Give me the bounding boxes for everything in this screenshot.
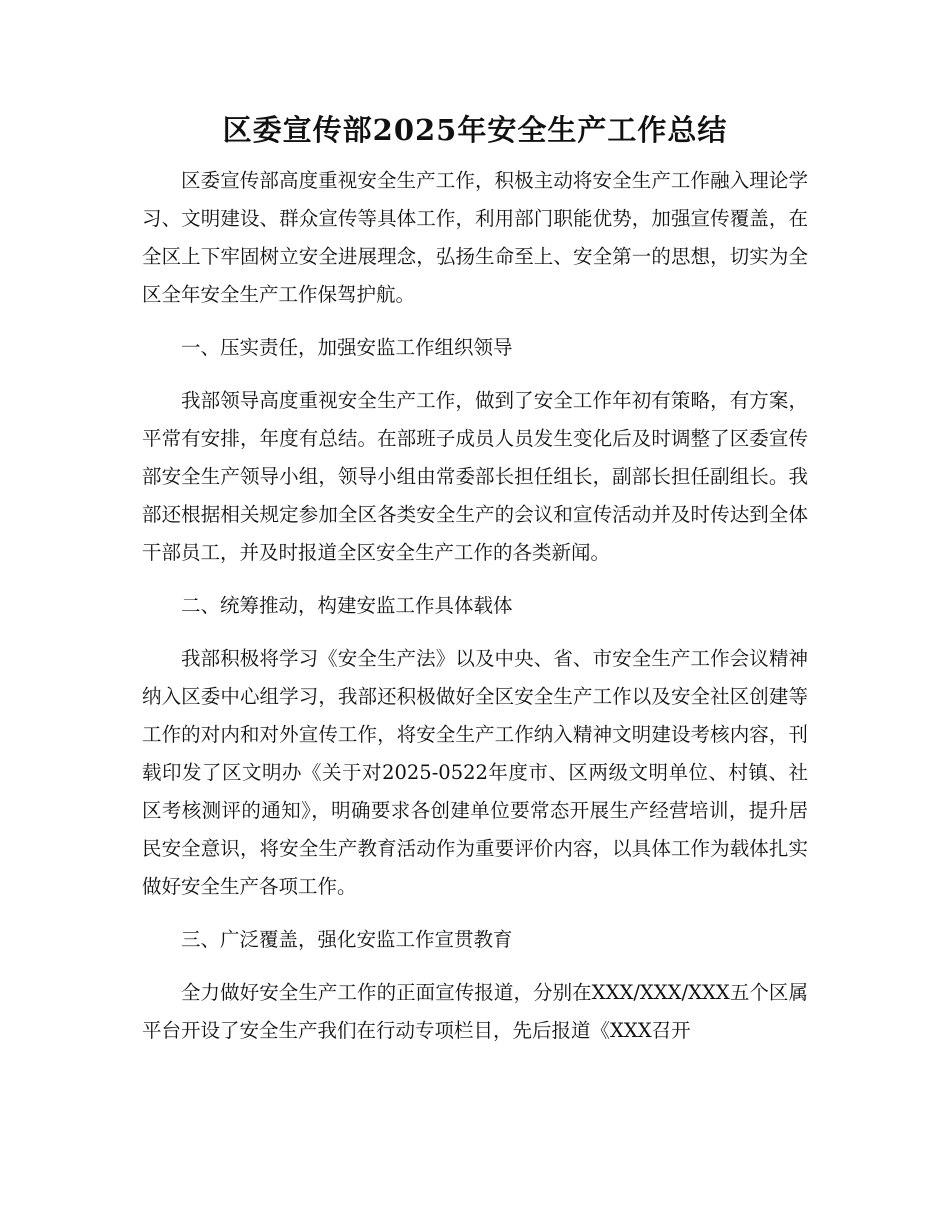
section-2-paragraph: 我部积极将学习《安全生产法》以及中央、省、市安全生产工作会议精神纳入区委中心组学习，我部还积极做好全区安全生产工作以及安全社区创建等工作的对内和对外宣传工作，将安全生产工作纳入精神文明建设考核内容，刊载印发了区文明办《关于对2025-0522年度市、区两级文明单位、村镇、社区考核测评的通知》，明确要求各创建单位要常态开展生产经营培训，提升居民安全意识，将安全生产教育活动作为重要评价内容，以具体工作为载体扎实做好安全生产各项工作。: [142, 647, 808, 898]
spacer: [142, 314, 808, 329]
spacer: [142, 572, 808, 587]
document-title: 区委宣传部2025年安全生产工作总结: [222, 113, 728, 147]
section-3-paragraph: 全力做好安全生产工作的正面宣传报道，分别在XXX/XXX/XXX五个区属平台开设了安全生产我们在行动专项栏目，先后报道《XXX召开: [142, 981, 808, 1042]
spacer: [142, 906, 808, 921]
spacer: [142, 367, 808, 382]
section-3-heading: 三、广泛覆盖，强化安监工作宣贯教育: [181, 928, 513, 951]
section-1-heading: 一、压实责任，加强安监工作组织领导: [181, 336, 513, 359]
spacer: [142, 959, 808, 974]
spacer: [142, 625, 808, 640]
intro-paragraph: 区委宣传部高度重视安全生产工作，积极主动将安全生产工作融入理论学习、文明建设、群众宣传等具体工作，利用部门职能优势，加强宣传覆盖，在全区上下牢固树立安全进展理念，弘扬生命至上、安全第一的思想，切实为全区全年安全生产工作保驾护航。: [142, 169, 808, 306]
document-body: [142, 162, 808, 1050]
section-1-paragraph: 我部领导高度重视安全生产工作，做到了安全工作年初有策略，有方案，平常有安排，年度有总结。在部班子成员人员发生变化后及时调整了区委宣传部安全生产领导小组，领导小组由常委部长担任组长，副部长担任副组长。我部还根据相关规定参加全区各类安全生产的会议和宣传活动并及时传达到全体干部员工，并及时报道全区安全生产工作的各类新闻。: [142, 389, 808, 564]
section-2-heading: 二、统筹推动，构建安监工作具体载体: [181, 594, 513, 617]
